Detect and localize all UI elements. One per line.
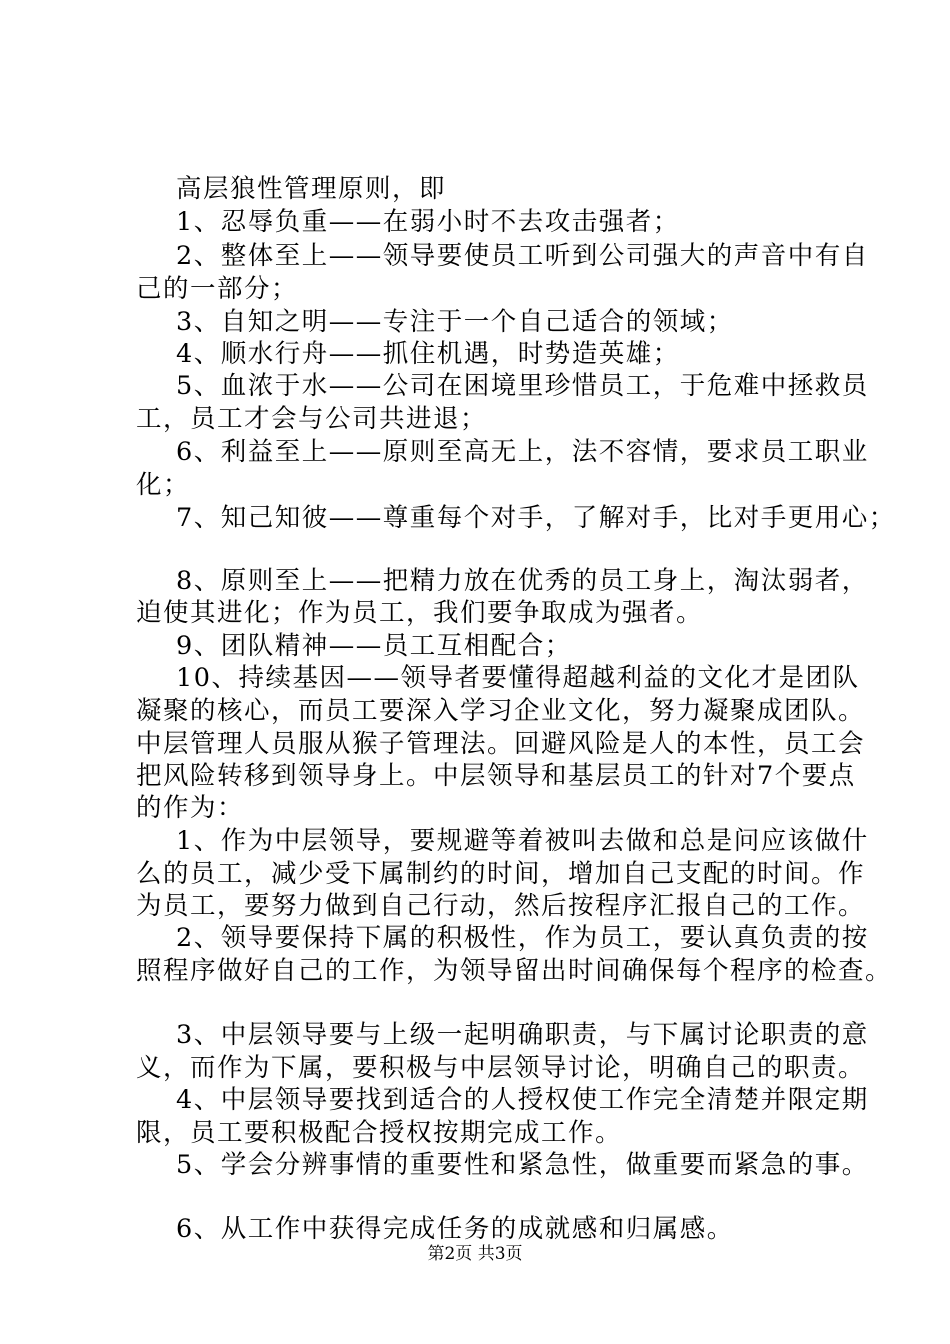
paragraph-line: 3、自知之明——专注于一个自己适合的领域； [176,307,734,337]
paragraph-line: 1、作为中层领导，要规避等着被叫去做和总是问应该做什 [176,826,869,856]
paragraph-line: 工，员工才会与公司共进退； [136,404,488,434]
paragraph-line: 6、利益至上——原则至高无上，法不容情，要求员工职业 [176,437,869,467]
paragraph-line: 凝聚的核心，而员工要深入学习企业文化，努力凝聚成团队。 [136,696,866,726]
paragraph-line: 义，而作为下属，要积极与中层领导讨论，明确自己的职责。 [136,1053,866,1083]
paragraph-line: 7、知己知彼——尊重每个对手，了解对手，比对手更用心； [176,503,896,533]
paragraph-line: 2、领导要保持下属的积极性，作为员工，要认真负责的按 [176,923,869,953]
paragraph-line: 3、中层领导要与上级一起明确职责，与下属讨论职责的意 [176,1020,869,1050]
paragraph-line: 5、学会分辨事情的重要性和紧急性，做重要而紧急的事。 [176,1150,869,1180]
page-footer: 第2页 共3页 [427,1244,523,1264]
paragraph-line: 把风险转移到领导身上。中层领导和基层员工的针对7个要点 [136,761,856,791]
paragraph-line: 4、顺水行舟——抓住机遇，时势造英雄； [176,339,680,369]
paragraph-line: 2、整体至上——领导要使员工听到公司强大的声音中有自 [176,241,869,271]
paragraph-line: 迫使其进化；作为员工，我们要争取成为强者。 [136,598,704,628]
paragraph-line: 限，员工要积极配合授权按期完成工作。 [136,1118,623,1148]
paragraph-line: 为员工，要努力做到自己行动，然后按程序汇报自己的工作。 [136,891,866,921]
paragraph-line: 高层狼性管理原则，即 [176,174,447,204]
paragraph-line: 10、持续基因——领导者要懂得超越利益的文化才是团队 [176,663,860,693]
paragraph-line: 1、忍辱负重——在弱小时不去攻击强者； [176,207,680,237]
paragraph-line: 中层管理人员服从猴子管理法。回避风险是人的本性，员工会 [136,729,866,759]
paragraph-line: 8、原则至上——把精力放在优秀的员工身上，淘汰弱者， [176,566,869,596]
paragraph-line: 照程序做好自己的工作，为领导留出时间确保每个程序的检查。 [136,956,893,986]
paragraph-line: 5、血浓于水——公司在困境里珍惜员工，于危难中拯救员 [176,371,869,401]
paragraph-line: 4、中层领导要找到适合的人授权使工作完全清楚并限定期 [176,1085,869,1115]
paragraph-line: 6、从工作中获得完成任务的成就感和归属感。 [176,1214,734,1244]
paragraph-line: 化； [136,470,191,500]
paragraph-line: 9、团队精神——员工互相配合； [176,631,572,661]
paragraph-line: 的作为： [136,793,245,823]
paragraph-line: 么的员工，减少受下属制约的时间，增加自己支配的时间。作 [136,859,866,889]
paragraph-line: 己的一部分； [136,274,299,304]
